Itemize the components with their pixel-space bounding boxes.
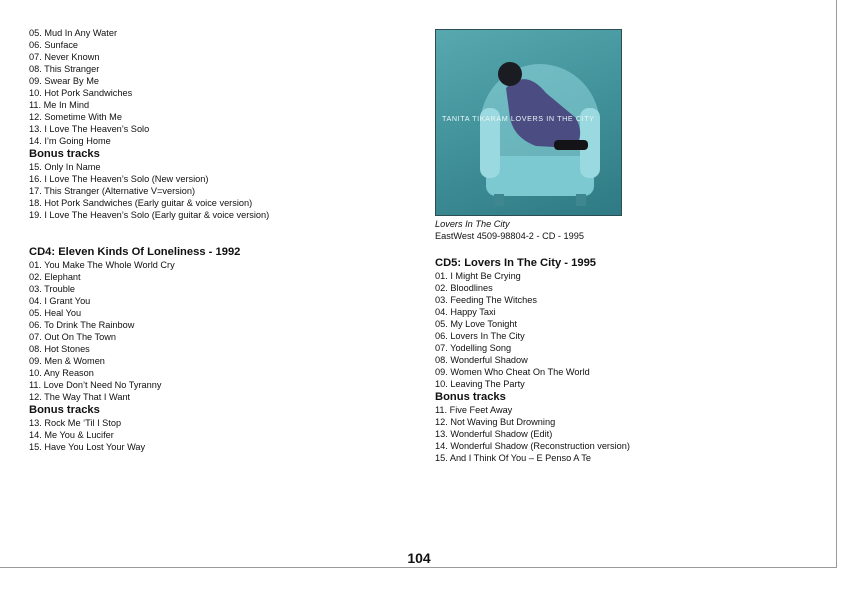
track-item: 02. Bloodlines (435, 283, 493, 293)
track-item: 15. Only In Name (29, 162, 101, 172)
track-item: 18. Hot Pork Sandwiches (Early guitar & voice version) (29, 198, 253, 208)
track-item: 12. Sometime With Me (29, 112, 122, 122)
track-item: 11. Me In Mind (29, 100, 90, 110)
album-caption-title: Lovers In The City (435, 219, 510, 229)
track-item: 07. Yodelling Song (435, 343, 512, 353)
cover-title-text: TANITA TIKARAM LOVERS IN THE CITY (442, 114, 595, 123)
track-item: 04. Happy Taxi (435, 307, 496, 317)
track-item: 08. Wonderful Shadow (435, 355, 528, 365)
track-item: 02. Elephant (29, 272, 81, 282)
track-item: 11. Love Don’t Need No Tyranny (29, 380, 162, 390)
track-item: 04. I Grant You (29, 296, 91, 306)
spacer (435, 242, 815, 256)
track-item: 12. Not Waving But Drowning (435, 417, 556, 427)
track-item: 06. To Drink The Rainbow (29, 320, 135, 330)
track-item: 09. Men & Women (29, 356, 105, 366)
track-item: 06. Lovers In The City (435, 331, 525, 341)
page-edge-bottom (0, 567, 837, 568)
track-item: 07. Never Known (29, 52, 100, 62)
track-item: 09. Swear By Me (29, 76, 99, 86)
cd5-track-list (435, 270, 815, 390)
track-item: 19. I Love The Heaven’s Solo (Early guitar & voice version) (29, 210, 270, 220)
cd4-track-list (29, 259, 409, 403)
cd5-bonus-track-list (435, 404, 815, 464)
track-item: 03. Feeding The Witches (435, 295, 537, 305)
track-item: 10. Leaving The Party (435, 379, 525, 389)
cd5-bonus-heading: Bonus tracks (435, 391, 506, 403)
cd3-bonus-track-list (29, 161, 409, 221)
track-item: 10. Any Reason (29, 368, 94, 378)
armchair-illustration (476, 48, 604, 208)
track-item: 15. And I Think Of You – E Penso A Te (435, 453, 591, 463)
cd3-bonus-heading: Bonus tracks (29, 148, 100, 160)
cd4-bonus-heading: Bonus tracks (29, 404, 100, 416)
track-item: 16. I Love The Heaven’s Solo (New version) (29, 174, 209, 184)
cd4-title: CD4: Eleven Kinds Of Loneliness - 1992 (29, 246, 241, 258)
cd5-title: CD5: Lovers In The City - 1995 (435, 257, 597, 269)
track-item: 15. Have You Lost Your Way (29, 442, 146, 452)
track-item: 06. Sunface (29, 40, 79, 50)
track-item: 13. I Love The Heaven’s Solo (29, 124, 150, 134)
track-item: 17. This Stranger (Alternative V=version) (29, 186, 196, 196)
track-item: 01. I Might Be Crying (435, 271, 521, 281)
track-item: 13. Wonderful Shadow (Edit) (435, 429, 553, 439)
cd3-track-list (29, 27, 409, 147)
track-item: 14. I’m Going Home (29, 136, 111, 146)
track-item: 05. Heal You (29, 308, 82, 318)
track-item: 05. My Love Tonight (435, 319, 518, 329)
track-item: 01. You Make The Whole World Cry (29, 260, 175, 270)
track-item: 08. This Stranger (29, 64, 100, 74)
track-item: 13. Rock Me ‘Til I Stop (29, 418, 122, 428)
track-item: 12. The Way That I Want (29, 392, 131, 402)
track-item: 08. Hot Stones (29, 344, 90, 354)
album-cover-image (435, 29, 622, 216)
left-column (29, 27, 409, 453)
track-item: 07. Out On The Town (29, 332, 116, 342)
page-edge-right (836, 0, 837, 567)
page-number: 104 (407, 550, 431, 566)
track-item: 03. Trouble (29, 284, 75, 294)
track-item: 14. Wonderful Shadow (Reconstruction version) (435, 441, 630, 451)
track-item: 10. Hot Pork Sandwiches (29, 88, 133, 98)
spacer (29, 221, 409, 245)
cd4-bonus-track-list (29, 417, 409, 453)
right-column (435, 29, 815, 464)
track-item: 11. Five Feet Away (435, 405, 513, 415)
album-caption-details: EastWest 4509-98804-2 - CD - 1995 (435, 231, 584, 241)
track-item: 14. Me You & Lucifer (29, 430, 114, 440)
track-item: 09. Women Who Cheat On The World (435, 367, 590, 377)
track-item: 05. Mud In Any Water (29, 28, 118, 38)
